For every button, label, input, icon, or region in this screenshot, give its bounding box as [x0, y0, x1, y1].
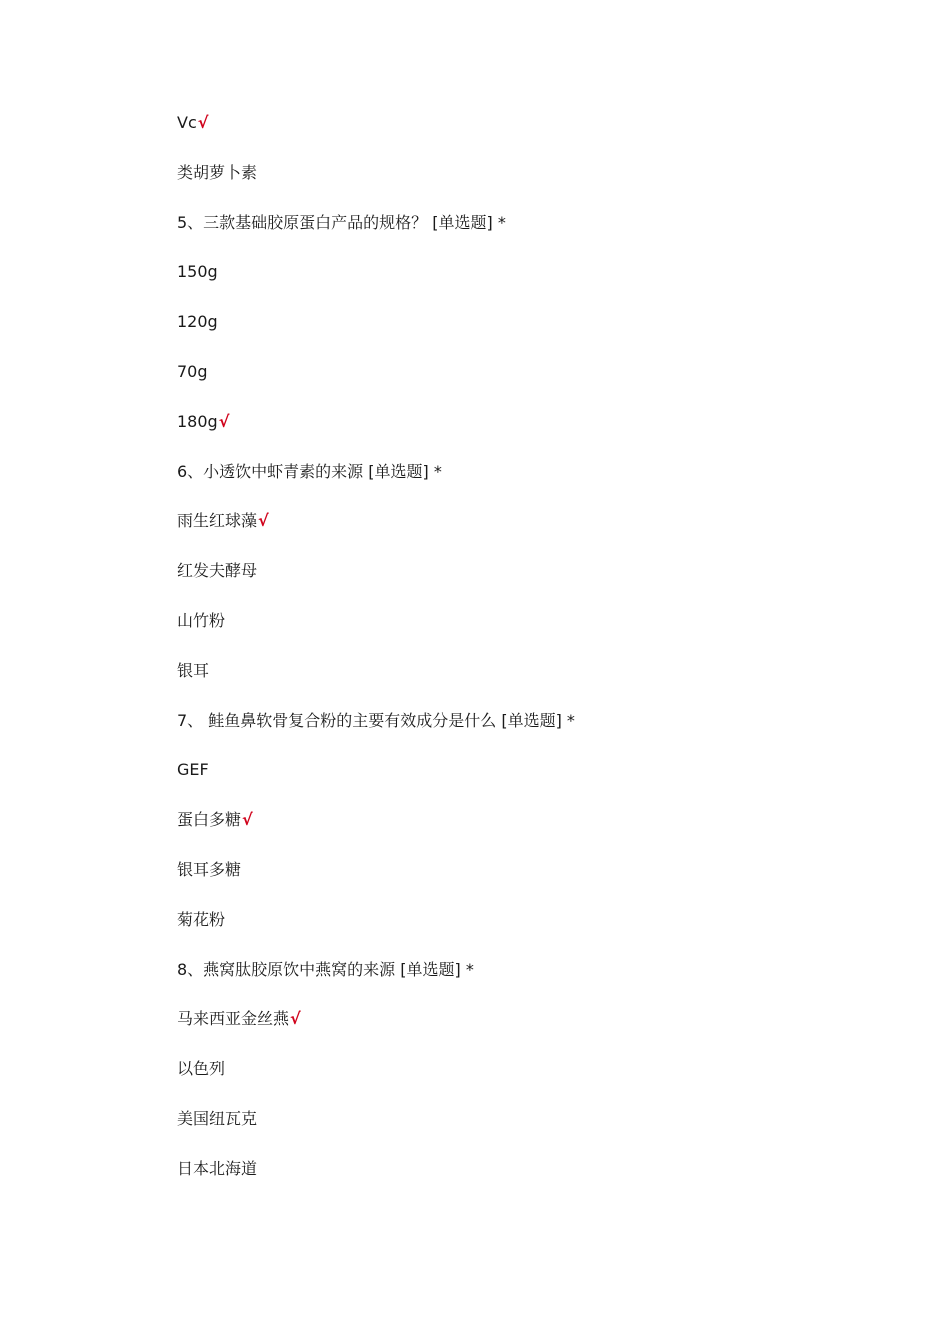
option-label: 山竹粉: [177, 610, 226, 630]
option-label: GEF: [177, 760, 209, 780]
question-label: 6、小透饮中虾青素的来源 [单选题] *: [177, 461, 442, 481]
option-item: [177, 98, 877, 148]
option-label: 日本北海道: [177, 1158, 258, 1178]
option-label: 银耳多糖: [177, 859, 242, 879]
question-text: [177, 945, 877, 995]
option-label: 银耳: [177, 660, 210, 680]
option-label: 马来西亚金丝燕: [177, 1009, 290, 1029]
option-item: [177, 347, 877, 397]
option-item: [177, 596, 877, 646]
option-label: 70g: [177, 361, 208, 381]
option-label: 蛋白多糖: [177, 810, 242, 830]
quiz-document: [177, 98, 877, 1194]
option-item: [177, 247, 877, 297]
option-item: [177, 795, 877, 845]
option-item: [177, 1044, 877, 1094]
option-label: 类胡萝卜素: [177, 162, 258, 182]
option-item: [177, 148, 877, 198]
option-item: [177, 397, 877, 447]
option-item: [177, 1144, 877, 1194]
correct-check-icon: √: [197, 113, 209, 132]
option-item: [177, 1094, 877, 1144]
option-label: 150g: [177, 262, 218, 282]
correct-check-icon: √: [258, 511, 269, 531]
option-item: [177, 496, 877, 546]
option-item: [177, 646, 877, 696]
question-label: 7、 鲑鱼鼻软骨复合粉的主要有效成分是什么 [单选题] *: [177, 710, 575, 730]
option-label: 180g: [177, 411, 218, 431]
option-label: 雨生红球藻: [177, 511, 258, 531]
question-label: 5、三款基础胶原蛋白产品的规格？ [单选题] *: [177, 212, 506, 232]
option-label: 以色列: [177, 1059, 226, 1079]
option-label: 120g: [177, 312, 218, 332]
option-item: [177, 297, 877, 347]
option-item: [177, 745, 877, 795]
option-label: 菊花粉: [177, 909, 226, 929]
correct-check-icon: √: [218, 411, 230, 431]
correct-check-icon: √: [242, 810, 253, 830]
question-text: [177, 447, 877, 497]
option-item: [177, 994, 877, 1044]
question-label: 8、燕窝肽胶原饮中燕窝的来源 [单选题] *: [177, 959, 474, 979]
option-label: 美国纽瓦克: [177, 1108, 258, 1128]
option-label: Vc: [177, 113, 197, 132]
option-item: [177, 546, 877, 596]
option-item: [177, 895, 877, 945]
question-text: [177, 696, 877, 746]
correct-check-icon: √: [290, 1009, 301, 1029]
option-item: [177, 845, 877, 895]
question-text: [177, 198, 877, 248]
option-label: 红发夫酵母: [177, 561, 258, 581]
